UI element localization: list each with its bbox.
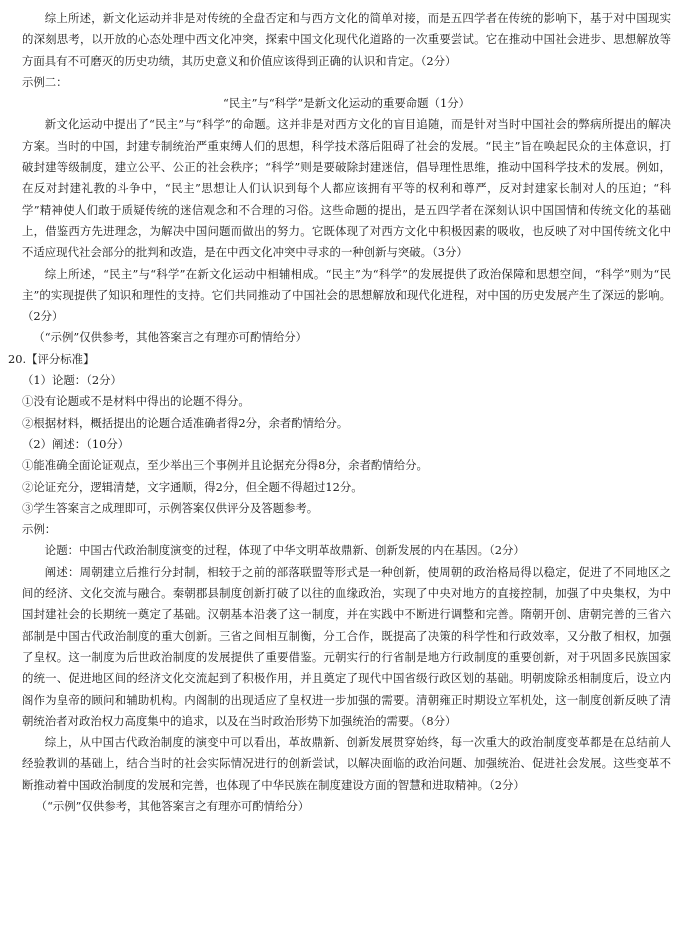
criteria-argument-item-1: ①能准确全面论证观点，至少举出三个事例并且论据充分得8分，余者酌情给分。 bbox=[22, 458, 428, 473]
example-label: 示例： bbox=[22, 522, 57, 537]
criteria-thesis-heading: （1）论题：（2分） bbox=[22, 373, 122, 388]
reference-note-2: （“示例”仅供参考，其他答案言之有理亦可酌情给分） bbox=[35, 798, 310, 813]
criteria-argument-item-3: ③学生答案言之成理即可，示例答案仅供评分及答题参考。 bbox=[22, 500, 319, 515]
example-two-label: 示例二： bbox=[22, 74, 68, 89]
paragraph-conclusion-2: 综上所述，“民主”与“科学”在新文化运动中相辅相成。“民主”为“科学”的发展提供了政治保障和思想空间，“科学”则为“民主”的实现提供了知识和理性的支持。它们共同推动了中国社会的思想解放和现代化进程，对中国的历史发展产生了深远的影响。（2分） bbox=[22, 266, 671, 324]
example-argument: 阐述：周朝建立后推行分封制，相较于之前的部落联盟等形式是一种创新，使周朝的政治格局得以稳定，促进了不同地区之间的经济、文化交流与融合。秦朝郡县制度创新打破了以往的血缘政治，实现了中央对地方的直接控制，加强了中央集权，为中国封建社会的长期统一奠定了基础。汉朝基本沿袭了这一制度，并在实践中不断进行调整和完善。隋朝开创、唐朝完善的三省六部制是中国古代政治制度的重大创新。三省之间相互制衡，分工合作，既提高了决策的科学性和行政效率，又分散了相权，加强了皇权。这一制度为后世政治制度的发展提供了重要借鉴。元朝实行的行省制是地方行政制度的重要创新，对于巩固多民族国家的统一、促进地区间的经济文化交流起到了积极作用，并且奠定了现代中国省级行政区划的基础。明朝废除丞相制度后，设立内阁作为皇帝的顾问和辅助机构。内阁制的出现适应了皇权进一步加强的需要。清朝雍正时期设立军机处，这一制度创新反映了清朝统治者对政治权力高度集中的追求，以及在当时政治形势下加强统治的需要。（8分） bbox=[22, 564, 671, 728]
paragraph-democracy-science: 新文化运动中提出了“民主”与“科学”的命题。这并非是对西方文化的盲目追随，而是针对当时中国社会的弊病所提出的解决方案。当时的中国，封建专制统治严重束缚人们的思想，科学技术落后阻碍了社会的发展。“民主”旨在唤起民众的主体意识，打破封建等级制度，建立公平、公正的社会秩序；“科学”则是要破除封建迷信，倡导理性思维，推动中国科学技术的发展。例如，在反对封建礼教的斗争中，“民主”思想让人们认识到每个人都应该拥有平等的权利和尊严，反对封建家长制对人的压迫；“科学”精神使人们敢于质疑传统的迷信观念和不合理的习俗。这些命题的提出，是五四学者在深刻认识中国国情和传统文化的基础上，借鉴西方先进理念，为解决中国问题而做出的努力。它既体现了对西方文化中积极因素的吸收，也反映了对中国传统文化中不适应现代社会部分的批判和改造，是在中西文化冲突中寻求的一种创新与突破。（3分） bbox=[22, 117, 671, 260]
paragraph-conclusion-1: 综上所述，新文化运动并非是对传统的全盘否定和与西方文化的简单对接，而是五四学者在传统的影响下，基于对中国现实的深刻思考，以开放的心态处理中西文化冲突，探索中国文化现代化道路的一次重要尝试。它在推动中国社会进步、思想解放等方面具有不可磨灭的历史功绩，其历史意义和价值应该得到正确的认识和肯定。（2分） bbox=[22, 11, 671, 68]
criteria-argument-heading: （2）阐述：（10分） bbox=[22, 436, 130, 451]
example-thesis: 论题：中国古代政治制度演变的过程，体现了中华文明革故鼎新、创新发展的内在基因。（2分） bbox=[44, 543, 525, 558]
criteria-argument-item-2: ②论证充分，逻辑清楚，文字通顺，得2分，但全题不得超过12分。 bbox=[22, 479, 363, 494]
criteria-thesis-item-1: ①没有论题或不是材料中得出的论题不得分。 bbox=[22, 394, 250, 409]
example-conclusion: 综上，从中国古代政治制度的演变中可以看出，革故鼎新、创新发展贯穿始终，每一次重大的政治制度变革都是在总结前人经验教训的基础上，结合当时的社会实际情况进行的创新尝试，以解决面临的政治问题、加强统治、促进社会发展。这些变革不断推动着中国政治制度的发展和完善，也体现了中华民族在制度建设方面的智慧和进取精神。（2分） bbox=[22, 735, 671, 792]
example-two-title: “民主”与“科学”是新文化运动的重要命题（1分） bbox=[223, 96, 470, 111]
criteria-thesis-item-2: ②根据材料，概括提出的论题合适准确者得2分，余者酌情给分。 bbox=[22, 415, 349, 430]
question-20-heading: 20.【评分标准】 bbox=[8, 351, 95, 366]
reference-note-1: （“示例”仅供参考，其他答案言之有理亦可酌情给分） bbox=[33, 330, 308, 345]
